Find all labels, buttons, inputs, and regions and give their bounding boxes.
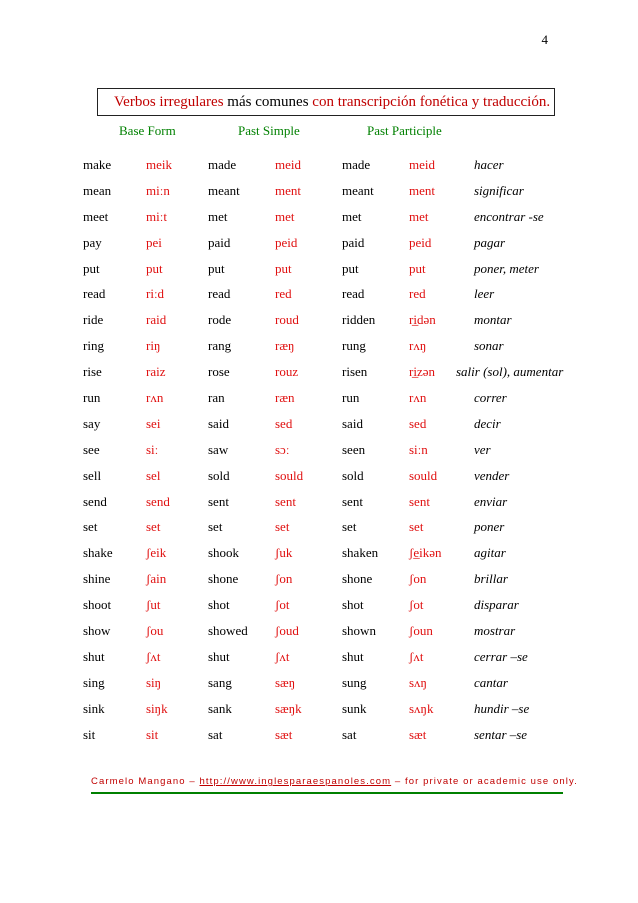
- past-simple-phonetic: sent: [275, 493, 296, 509]
- base-phonetic: riːd: [146, 286, 165, 302]
- translation: cantar: [474, 674, 508, 690]
- past-simple: read: [208, 286, 231, 302]
- past-simple: sang: [208, 674, 232, 690]
- base-phonetic: riŋ: [146, 338, 161, 354]
- table-row: [0, 334, 638, 360]
- past-participle-phonetic: rʌŋ: [409, 338, 427, 354]
- base-form: send: [83, 493, 107, 509]
- base-phonetic: miːt: [146, 208, 167, 224]
- past-simple: made: [208, 157, 237, 172]
- table-row: [0, 386, 638, 412]
- past-simple-phonetic: roud: [275, 312, 299, 328]
- footer-link[interactable]: http://www.inglesparaespanoles.com: [199, 776, 392, 787]
- translation: salir (sol), aumentar: [456, 364, 564, 380]
- past-simple: shut: [208, 648, 230, 664]
- base-form: shine: [83, 571, 111, 587]
- past-participle: shut: [342, 648, 364, 664]
- past-participle: sat: [342, 726, 357, 742]
- base-form: sink: [83, 700, 105, 716]
- past-participle-phonetic: ʃon: [409, 571, 427, 587]
- past-simple: ran: [208, 390, 225, 406]
- table-row: [0, 515, 638, 541]
- past-simple-phonetic: red: [275, 286, 292, 302]
- past-simple-phonetic: ʃuk: [275, 545, 293, 561]
- past-simple: shook: [208, 545, 240, 561]
- base-phonetic: sel: [146, 467, 161, 483]
- past-simple-phonetic: sæŋk: [275, 700, 302, 716]
- past-participle: sung: [342, 674, 367, 690]
- base-form: make: [83, 157, 112, 172]
- translation: hundir –se: [474, 700, 530, 716]
- table-row: [0, 257, 638, 283]
- past-participle: run: [342, 390, 360, 406]
- past-participle-phonetic: ri̲zən: [409, 364, 435, 380]
- table-row: [0, 671, 638, 697]
- table-row: [0, 179, 638, 205]
- past-participle-phonetic: put: [409, 260, 426, 276]
- past-simple: put: [208, 260, 225, 276]
- title-part-1: Verbos irregulares: [114, 94, 224, 110]
- past-participle: sent: [342, 493, 363, 509]
- base-form: say: [83, 415, 101, 431]
- past-participle: risen: [342, 364, 368, 380]
- translation: montar: [474, 312, 512, 328]
- table-row: [0, 697, 638, 723]
- table-row: [0, 412, 638, 438]
- table-row: [0, 541, 638, 567]
- title-box: [97, 88, 555, 116]
- past-simple: shone: [208, 571, 239, 587]
- header-base-form: Base Form: [119, 123, 176, 138]
- past-simple-phonetic: rouz: [275, 364, 299, 380]
- past-simple: saw: [208, 441, 229, 457]
- translation: hacer: [474, 157, 504, 172]
- translation: sonar: [474, 338, 504, 354]
- past-simple-phonetic: sɔː: [275, 441, 290, 457]
- base-form: shut: [83, 648, 105, 664]
- base-form: show: [83, 623, 111, 639]
- past-simple-phonetic: set: [275, 519, 290, 535]
- translation: enviar: [474, 493, 508, 509]
- past-participle: paid: [342, 234, 365, 250]
- base-phonetic: siŋ: [146, 674, 162, 690]
- base-phonetic: ʃut: [146, 597, 161, 613]
- past-simple: shot: [208, 597, 230, 613]
- table-row: [0, 645, 638, 671]
- past-simple: paid: [208, 234, 231, 250]
- translation: sentar –se: [474, 726, 528, 742]
- table-row: [0, 308, 638, 334]
- past-participle-phonetic: peid: [409, 234, 432, 250]
- past-simple-phonetic: ʃot: [275, 597, 290, 613]
- past-simple: met: [208, 208, 228, 224]
- base-phonetic: raiz: [146, 364, 166, 380]
- base-form: sell: [83, 467, 102, 483]
- table-row: [0, 464, 638, 490]
- base-form: see: [83, 441, 100, 457]
- past-simple-phonetic: ment: [275, 182, 301, 198]
- table-row: [0, 619, 638, 645]
- base-form: ring: [83, 338, 104, 354]
- base-form: ride: [83, 312, 104, 328]
- footer-divider: [91, 792, 563, 794]
- past-participle: met: [342, 208, 362, 224]
- base-form: rise: [83, 364, 102, 380]
- translation: poner, meter: [474, 260, 539, 276]
- past-participle: shone: [342, 571, 373, 587]
- base-form: meet: [83, 208, 109, 224]
- past-simple-phonetic: ræŋ: [275, 338, 295, 354]
- past-simple-phonetic: sæŋ: [275, 674, 296, 690]
- past-simple-phonetic: meid: [275, 157, 301, 172]
- base-form: mean: [83, 182, 112, 198]
- translation: mostrar: [474, 623, 516, 639]
- past-participle-phonetic: meid: [409, 157, 435, 172]
- base-form: read: [83, 286, 106, 302]
- past-simple: rode: [208, 312, 232, 328]
- base-phonetic: ʃain: [146, 571, 167, 587]
- past-simple: rang: [208, 338, 232, 354]
- past-participle-phonetic: sent: [409, 493, 430, 509]
- base-phonetic: send: [146, 493, 170, 509]
- base-form: put: [83, 260, 100, 276]
- past-simple: sat: [208, 726, 223, 742]
- past-participle-phonetic: sould: [409, 467, 438, 483]
- past-participle: sunk: [342, 700, 367, 716]
- translation: pagar: [474, 234, 506, 250]
- base-form: pay: [83, 234, 102, 250]
- past-participle-phonetic: sed: [409, 415, 427, 431]
- translation: decir: [474, 415, 501, 431]
- translation: brillar: [474, 571, 508, 587]
- base-phonetic: meik: [146, 157, 172, 172]
- past-participle-phonetic: ʃoun: [409, 623, 433, 639]
- base-form: sit: [83, 726, 96, 742]
- past-participle: set: [342, 519, 357, 535]
- past-participle-phonetic: sʌŋ: [409, 674, 427, 690]
- past-participle: rung: [342, 338, 366, 354]
- table-row: [0, 360, 638, 386]
- base-form: shoot: [83, 597, 112, 613]
- past-participle: read: [342, 286, 365, 302]
- base-form: sing: [83, 674, 105, 690]
- table-row: [0, 723, 638, 749]
- past-simple-phonetic: met: [275, 208, 295, 224]
- translation: agitar: [474, 545, 506, 561]
- table-row: [0, 593, 638, 619]
- past-simple: meant: [208, 182, 240, 198]
- base-form: shake: [83, 545, 113, 561]
- base-phonetic: sei: [146, 415, 161, 431]
- past-participle: ridden: [342, 312, 376, 328]
- past-simple: set: [208, 519, 223, 535]
- base-phonetic: siː: [146, 441, 159, 457]
- header-past-participle: Past Participle: [367, 123, 442, 138]
- table-row: [0, 231, 638, 257]
- footer-tail: – for private or academic use only.: [394, 776, 578, 787]
- translation: ver: [474, 441, 491, 457]
- past-participle: said: [342, 415, 363, 431]
- base-form: run: [83, 390, 101, 406]
- translation: significar: [474, 182, 524, 198]
- table-row: [0, 567, 638, 593]
- past-participle-phonetic: ment: [409, 182, 435, 198]
- past-participle: shot: [342, 597, 364, 613]
- past-simple-phonetic: sould: [275, 467, 304, 483]
- base-phonetic: put: [146, 260, 163, 276]
- base-phonetic: miːn: [146, 182, 170, 198]
- translation: encontrar -se: [474, 208, 544, 224]
- base-phonetic: set: [146, 519, 161, 535]
- base-phonetic: raid: [146, 312, 167, 328]
- page-number: 4: [541, 32, 548, 47]
- past-simple: rose: [208, 364, 230, 380]
- past-participle-phonetic: rʌn: [409, 390, 427, 406]
- title-part-2: más comunes: [227, 94, 309, 110]
- past-participle: made: [342, 157, 371, 172]
- header-past-simple: Past Simple: [238, 123, 300, 138]
- past-participle-phonetic: ʃot: [409, 597, 424, 613]
- title-part-3: con transcripción fonética y traducción.: [312, 94, 551, 110]
- verb-table: [0, 153, 638, 748]
- past-participle-phonetic: met: [409, 208, 429, 224]
- past-simple-phonetic: ræn: [275, 390, 295, 406]
- past-simple-phonetic: ʃon: [275, 571, 293, 587]
- footer: [91, 776, 578, 787]
- translation: vender: [474, 467, 510, 483]
- past-simple: said: [208, 415, 229, 431]
- table-row: [0, 282, 638, 308]
- past-simple: sold: [208, 467, 230, 483]
- base-phonetic: siŋk: [146, 700, 168, 716]
- past-simple-phonetic: ʃʌt: [275, 648, 290, 664]
- past-simple: sank: [208, 700, 232, 716]
- past-participle: meant: [342, 182, 374, 198]
- footer-author: Carmelo Mangano –: [91, 776, 196, 787]
- translation: correr: [474, 390, 507, 406]
- base-form: set: [83, 519, 98, 535]
- translation: leer: [474, 286, 495, 302]
- base-phonetic: pei: [146, 234, 162, 250]
- past-participle-phonetic: ri̲dən: [409, 312, 436, 328]
- past-participle: sold: [342, 467, 364, 483]
- base-phonetic: ʃeik: [146, 545, 167, 561]
- past-participle-phonetic: siːn: [409, 441, 428, 457]
- past-simple-phonetic: sæt: [275, 726, 293, 742]
- base-phonetic: sit: [146, 726, 159, 742]
- past-participle: shown: [342, 623, 376, 639]
- past-participle-phonetic: ʃe̲ikən: [409, 545, 442, 561]
- past-participle-phonetic: sæt: [409, 726, 427, 742]
- base-phonetic: rʌn: [146, 390, 164, 406]
- past-simple: sent: [208, 493, 229, 509]
- base-phonetic: ʃou: [146, 623, 164, 639]
- table-row: [0, 438, 638, 464]
- past-simple-phonetic: peid: [275, 234, 298, 250]
- base-phonetic: ʃʌt: [146, 648, 161, 664]
- past-participle-phonetic: red: [409, 286, 426, 302]
- past-participle: put: [342, 260, 359, 276]
- table-row: [0, 205, 638, 231]
- past-participle-phonetic: set: [409, 519, 424, 535]
- translation: poner: [474, 519, 505, 535]
- past-simple-phonetic: sed: [275, 415, 293, 431]
- past-participle: seen: [342, 441, 366, 457]
- past-simple-phonetic: ʃoud: [275, 623, 299, 639]
- past-simple-phonetic: put: [275, 260, 292, 276]
- table-row: [0, 490, 638, 516]
- table-row: [0, 153, 638, 179]
- past-participle-phonetic: sʌŋk: [409, 700, 434, 716]
- translation: cerrar –se: [474, 648, 528, 664]
- past-participle: shaken: [342, 545, 379, 561]
- past-participle-phonetic: ʃʌt: [409, 648, 424, 664]
- past-simple: showed: [208, 623, 248, 639]
- translation: disparar: [474, 597, 519, 613]
